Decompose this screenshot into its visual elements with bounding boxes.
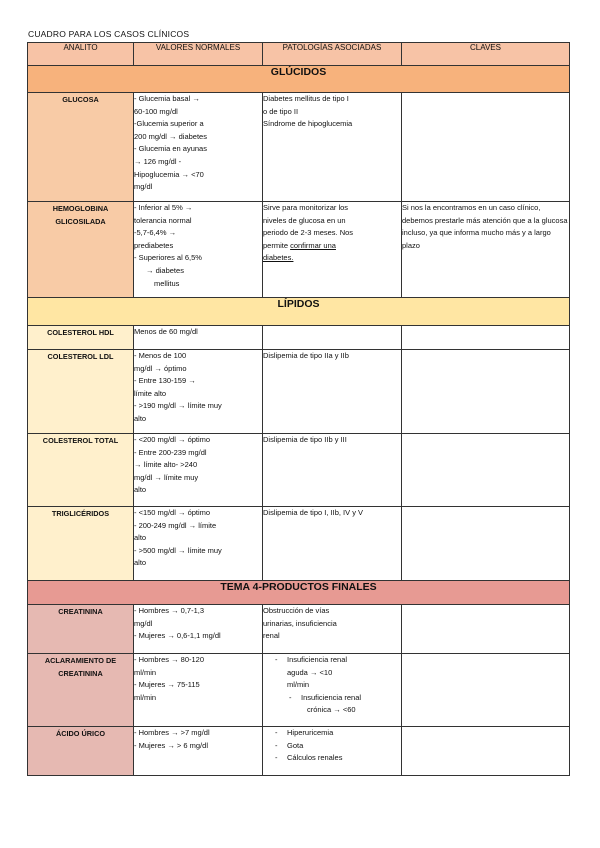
list-item: - Hiperuricemia xyxy=(263,727,401,740)
valores-trigliceridos: - <150 mg/dl → óptimo - 200-249 mg/dl → límite alto - >500 mg/dl → límite muy alto xyxy=(134,507,263,581)
list-item: - Gota xyxy=(263,740,401,753)
table-row-glucosa xyxy=(28,93,570,202)
valores-colesterol-total: - <200 mg/dl → óptimo - Entre 200-239 mg/dl → límite alto- >240 mg/dl → límite muy alto xyxy=(134,434,263,507)
valores-glucosa: - Glucemia basal → 60-100 mg/dl -Glucemia superior a 200 mg/dl → diabetes - Glucemia en ayunas → 126 mg/dl - Hipoglucemia → <70 mg/dl xyxy=(134,93,263,202)
patologias-creatinina: Obstrucción de vías urinarias, insuficiencia renal xyxy=(263,605,402,654)
claves-hdl xyxy=(402,326,570,350)
table-row-acido-urico xyxy=(28,727,570,776)
list-item: - Cálculos renales xyxy=(263,752,401,765)
claves-aclaramiento xyxy=(402,654,570,727)
patologias-glucosa: Diabetes mellitus de tipo I o de tipo II Síndrome de hipoglucemia xyxy=(263,93,402,202)
header-patologias: PATOLOGÍAS ASOCIADAS xyxy=(263,43,402,66)
analito-glucosa: GLUCOSA xyxy=(28,93,134,202)
analito-hdl: COLESTEROL HDL xyxy=(28,326,134,350)
table-row-ldl xyxy=(28,350,570,434)
clinical-table xyxy=(27,42,570,776)
analito-acido-urico: ÁCIDO ÚRICO xyxy=(28,727,134,776)
valores-ldl: - Menos de 100 mg/dl → óptimo - Entre 130-159 → límite alto - >190 mg/dl → límite muy alto xyxy=(134,350,263,434)
table-row-hemoglobina xyxy=(28,202,570,298)
analito-creatinina: CREATININA xyxy=(28,605,134,654)
claves-trigliceridos xyxy=(402,507,570,581)
patologias-ldl: Dislipemia de tipo IIa y IIb xyxy=(263,350,402,434)
table-row-trigliceridos xyxy=(28,507,570,581)
analito-hemoglobina: HEMOGLOBINA GLICOSILADA xyxy=(28,202,134,298)
patologias-acido-urico xyxy=(263,727,402,776)
table-row-creatinina xyxy=(28,605,570,654)
patologias-hdl xyxy=(263,326,402,350)
section-lipidos: LÍPIDOS xyxy=(28,298,570,326)
header-analito: ANALITO xyxy=(28,43,134,66)
table-row-colesterol-total xyxy=(28,434,570,507)
valores-hemoglobina: - Inferior al 5% → tolerancia normal -5,7-6,4% → prediabetes - Superiores al 6,5% → diabetes mellitus xyxy=(134,202,263,298)
patologias-aclaramiento xyxy=(263,654,402,727)
patologias-colesterol-total: Dislipemia de tipo IIb y III xyxy=(263,434,402,507)
valores-creatinina: - Hombres → 0,7-1,3 mg/dl - Mujeres → 0,6-1,1 mg/dl xyxy=(134,605,263,654)
section-tema4: TEMA 4-PRODUCTOS FINALES xyxy=(28,581,570,605)
claves-acido-urico xyxy=(402,727,570,776)
claves-ldl xyxy=(402,350,570,434)
header-row xyxy=(28,43,570,66)
patologias-trigliceridos: Dislipemia de tipo I, IIb, IV y V xyxy=(263,507,402,581)
claves-hemoglobina: Si nos la encontramos en un caso clínico, debemos prestarle más atención que a la glucosa incluso, ya que informa mucho más y a largo plazo xyxy=(402,202,570,298)
list-item: - Insuficiencia renal crónica → <60 xyxy=(263,692,401,717)
section-row-glucidos xyxy=(28,66,570,93)
table-row-hdl xyxy=(28,326,570,350)
section-glucidos: GLÚCIDOS xyxy=(28,66,570,93)
analito-ldl: COLESTEROL LDL xyxy=(28,350,134,434)
analito-aclaramiento: ACLARAMIENTO DE CREATININA xyxy=(28,654,134,727)
analito-colesterol-total: COLESTEROL TOTAL xyxy=(28,434,134,507)
document-title: CUADRO PARA LOS CASOS CLÍNICOS xyxy=(28,29,190,39)
list-item: - Insuficiencia renal aguda → <10 ml/min xyxy=(263,654,401,692)
analito-trigliceridos: TRIGLICÉRIDOS xyxy=(28,507,134,581)
section-row-tema4 xyxy=(28,581,570,605)
claves-colesterol-total xyxy=(402,434,570,507)
claves-glucosa xyxy=(402,93,570,202)
patologias-hemoglobina: Sirve para monitorizar los niveles de glucosa en un periodo de 2-3 meses. Nos permite confirmar una diabetes. xyxy=(263,202,402,298)
header-claves: CLAVES xyxy=(402,43,570,66)
header-valores: VALORES NORMALES xyxy=(134,43,263,66)
claves-creatinina xyxy=(402,605,570,654)
valores-aclaramiento: - Hombres → 80-120 ml/min - Mujeres → 75-115 ml/min xyxy=(134,654,263,727)
valores-hdl: Menos de 60 mg/dl xyxy=(134,326,263,350)
section-row-lipidos xyxy=(28,298,570,326)
table-row-aclaramiento xyxy=(28,654,570,727)
valores-acido-urico: - Hombres → >7 mg/dl - Mujeres → > 6 mg/dl xyxy=(134,727,263,776)
